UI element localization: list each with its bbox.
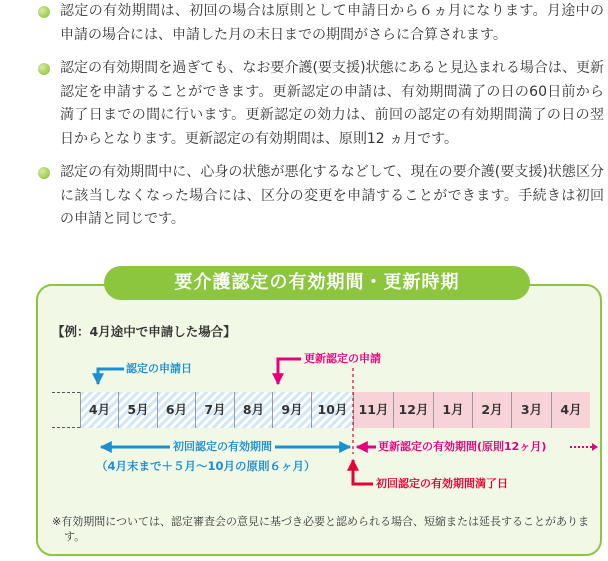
month-cell: 11月 xyxy=(353,392,393,428)
month-cell: 10月 xyxy=(311,392,353,428)
month-cell: 9月 xyxy=(272,392,311,428)
month-cell: 12月 xyxy=(393,392,433,428)
renewal-application-arrow xyxy=(278,359,301,384)
initial-application-arrow xyxy=(98,369,124,384)
month-cell: 7月 xyxy=(195,392,234,428)
month-cell: 6月 xyxy=(157,392,195,428)
initial-period-label: 初回認定の有効期間 xyxy=(170,440,275,454)
expiry-label: 初回認定の有効期間満了日 xyxy=(376,477,508,490)
month-cell: 8月 xyxy=(234,392,272,428)
initial-application-label: 認定の申請日 xyxy=(126,362,192,375)
month-cell: 3月 xyxy=(511,392,551,428)
bullet-text: 認定の有効期間中に、心身の状態が悪化するなどして、現在の要介護(要支援)状態区分に該当しなくなった場合には、区分の変更を申請することができます。手続きは初回の申請と同じです。 xyxy=(60,164,604,227)
month-cell: 1月 xyxy=(433,392,472,428)
expiry-arrow xyxy=(353,460,373,484)
footnote: ※有効期間については、認定審査会の意見に基づき必要と認められる場合、短縮または延長することがあります。 xyxy=(52,515,589,543)
month-cell: 4月 xyxy=(80,392,118,428)
renewal-period-label: 更新認定の有効期間(原則12ヶ月) xyxy=(378,440,547,453)
initial-period-detail: （4月末まで＋５月〜10月の原則６ヶ月） xyxy=(96,459,316,473)
example-label: 【例：4月途中で申請した場合】 xyxy=(52,324,236,339)
month-cell: 5月 xyxy=(118,392,157,428)
bullet-text: 認定の有効期間は、初回の場合は原則として申請日から６ヵ月になります。月途中の申請の場合には、申請した月の末日までの期間がさらに合算されます。 xyxy=(60,3,604,43)
renewal-application-label: 更新認定の申請 xyxy=(304,352,381,365)
month-cell: 4月 xyxy=(551,392,590,428)
month-cell: 2月 xyxy=(472,392,511,428)
bullet-text: 認定の有効期間を過ぎても、なお要介護(要支援)状態にあると見込まれる場合は、更新認定を申請することができます。更新認定の申請は、有効期間満了の日の60日前から満了日までの間に行います。更新認定の効力は、前回の認定の有効期間満了の日の翌日からとなります。更新認定の有効期間は、原則12 ヵ月です。 xyxy=(60,60,604,147)
panel-title: 要介護認定の有効期間・更新時期 xyxy=(104,266,530,300)
